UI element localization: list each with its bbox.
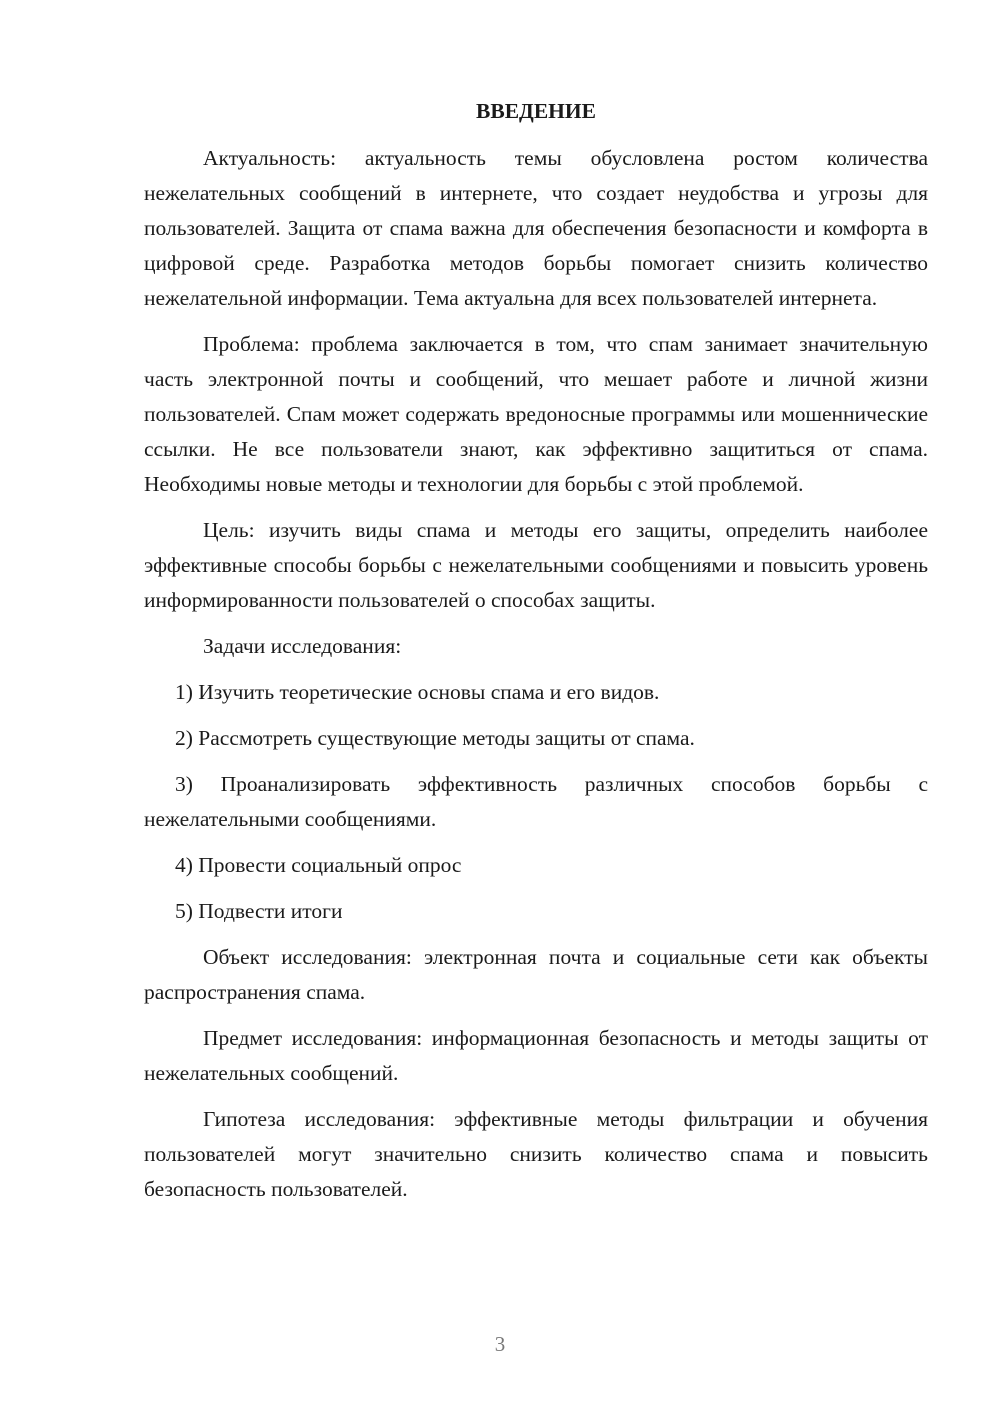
task-item-2: 2) Рассмотреть существующие методы защиты от спама. [175,726,695,750]
goal-paragraph: Цель: изучить виды спама и методы его защиты, определить наиболее эффективные способы борьбы с нежелательными сообщениями и повысить уровень информированности пользователей о способах защиты. [144,518,928,612]
subject-paragraph: Предмет исследования: информационная безопасность и методы защиты от нежелательных сообщений. [144,1026,928,1085]
page-number: 3 [494,1332,506,1356]
problem-paragraph: Проблема: проблема заключается в том, что спам занимает значительную часть электронной почты и сообщений, что мешает работе и личной жизни пользователей. Спам может содержать вредоносные программы или мошеннические ссылки. Не все пользователи знают, как эффективно защититься от спама. Необходимы новые методы и технологии для борьбы с этой проблемой. [144,332,928,496]
object-paragraph: Объект исследования: электронная почта и социальные сети как объекты распространения спама. [144,945,928,1004]
relevance-paragraph: Актуальность: актуальность темы обусловлена ростом количества нежелательных сообщений в интернете, что создает неудобства и угрозы для пользователей. Защита от спама важна для обеспечения безопасности и комфорта в цифровой среде. Разработка методов борьбы помогает снизить количество нежелательной информации. Тема актуальна для всех пользователей интернета. [144,146,928,310]
task-item-4: 4) Провести социальный опрос [175,853,462,877]
section-title: ВВЕДЕНИЕ [476,99,596,123]
task-item-3: 3) Проанализировать эффективность различных способов борьбы с нежелательными сообщениями. [144,772,928,831]
task-item-1: 1) Изучить теоретические основы спама и его видов. [175,680,660,704]
tasks-heading: Задачи исследования: [203,634,402,658]
document-page [144,94,928,1218]
hypothesis-paragraph: Гипотеза исследования: эффективные методы фильтрации и обучения пользователей могут значительно снизить количество спама и повысить безопасность пользователей. [144,1107,928,1201]
task-item-5: 5) Подвести итоги [175,899,343,923]
